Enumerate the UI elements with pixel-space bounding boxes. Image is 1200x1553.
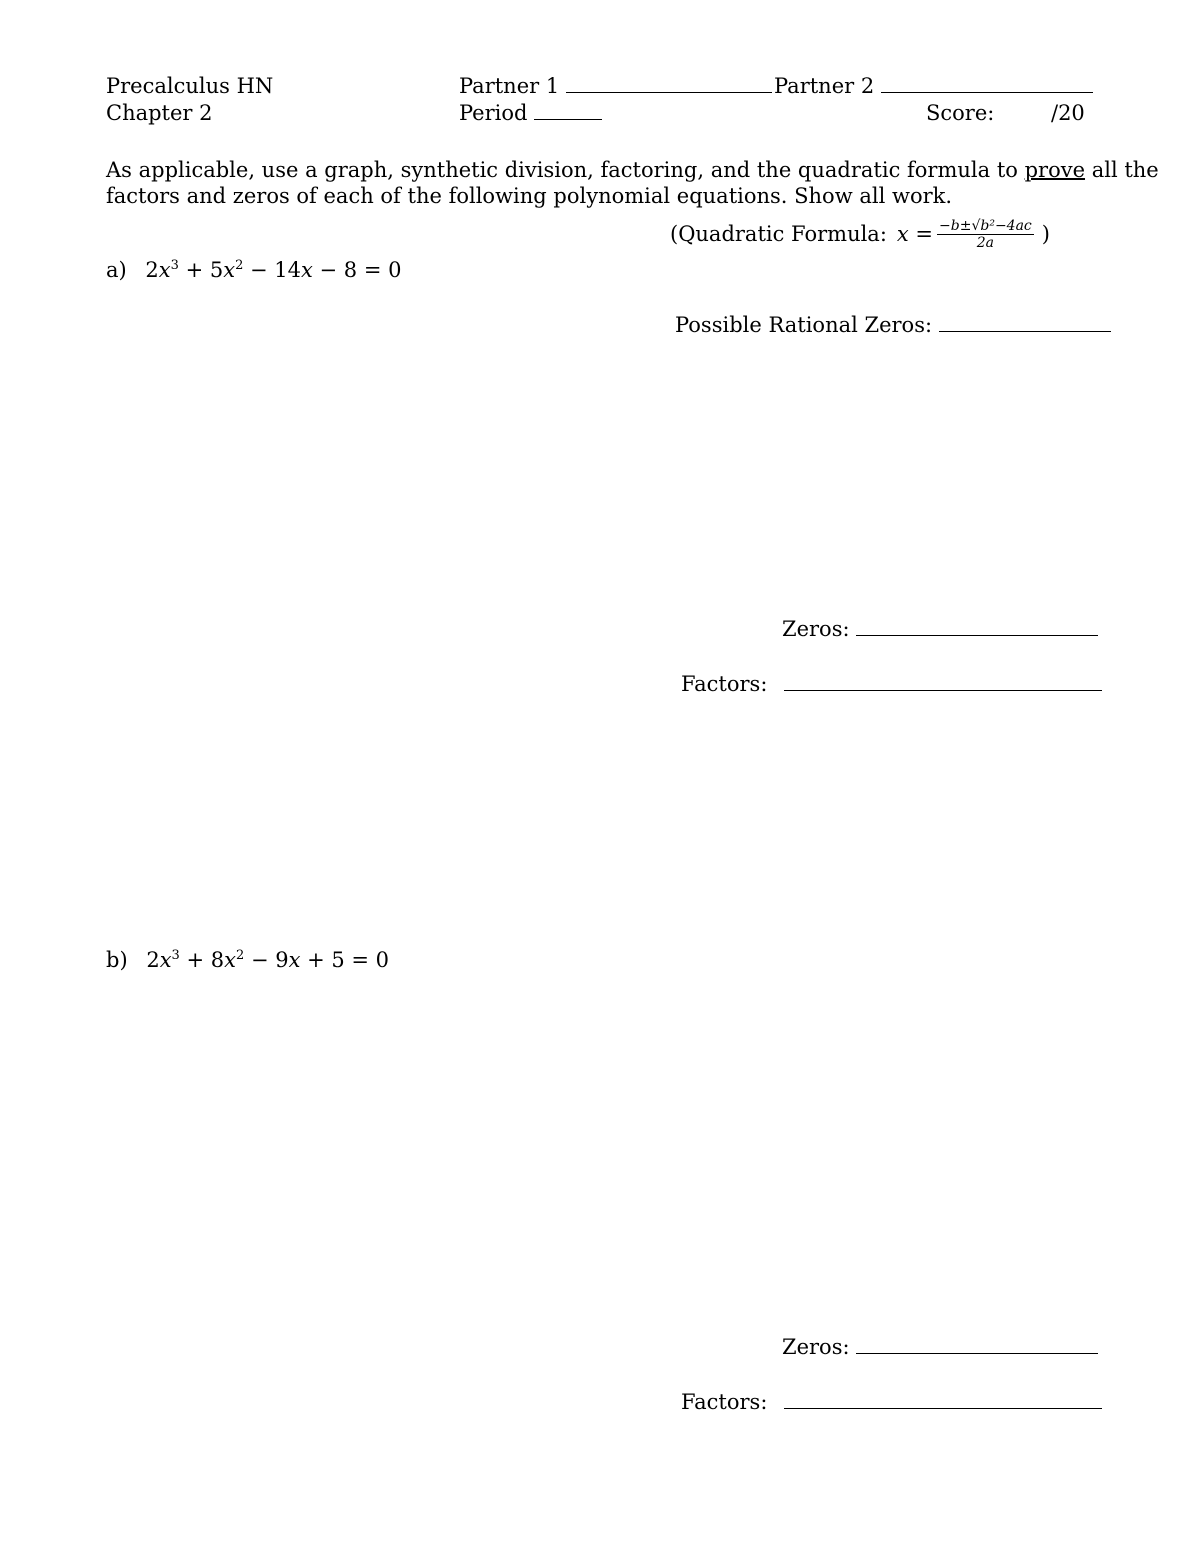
problem-a-factors-label: Factors: [681,672,768,696]
chapter-title: Chapter 2 [106,101,213,125]
problem-b-factors-row [681,1389,1102,1415]
possible-rational-zeros-label: Possible Rational Zeros: [675,313,933,337]
problem-a-equation: $2x^3 + 5x^2 - 14x - 8 = 0$ [145,258,402,282]
instructions-line-2: factors and zeros of each of the following polynomial equations. Show all work. [106,184,953,208]
problem-b-equation: $2x^3 + 8x^2 - 9x + 5 = 0$ [146,948,390,972]
instructions-emphasis: prove [1024,158,1086,182]
problem-a-factors-field[interactable] [784,672,1102,691]
score-total: /20 [1051,101,1085,125]
partner-1-field[interactable] [566,74,772,93]
partner-2-field[interactable] [881,74,1093,93]
partner-1-label: Partner 1 [459,74,560,98]
problem-b-factors-field[interactable] [784,1390,1102,1409]
quadratic-formula [670,214,1050,254]
problem-a-zeros-field[interactable] [856,617,1098,636]
problem-b-zeros-row [782,1334,1098,1360]
score-label: Score: [926,101,995,125]
problem-a-label: a) [106,258,127,282]
quadratic-formula-numerator: −b±√b²−4ac [939,217,1032,234]
quadratic-formula-close: ) [1041,222,1050,246]
partner-2-row [774,73,1093,99]
quadratic-formula-label: (Quadratic Formula: [670,222,887,246]
possible-rational-zeros-field[interactable] [939,313,1111,332]
problem-a-zeros-row [782,616,1098,642]
instructions-line-1 [106,157,1159,183]
course-title: Precalculus HN [106,74,274,98]
problem-a-factors-row [681,671,1102,697]
quadratic-formula-lhs: x = [896,222,934,246]
period-row [459,100,602,126]
problem-b-label: b) [106,948,128,972]
partner-2-label: Partner 2 [774,74,875,98]
problem-b [106,947,389,973]
quadratic-formula-denominator: 2a [976,234,995,251]
instructions-line-1-start: As applicable, use a graph, synthetic division, factoring, and the quadratic formula to [106,158,1018,182]
problem-a-zeros-label: Zeros: [782,617,850,641]
problem-a [106,257,401,283]
partner-1-row [459,73,772,99]
problem-b-zeros-field[interactable] [856,1335,1098,1354]
problem-b-zeros-label: Zeros: [782,1335,850,1359]
instructions-line-1-end: all the [1091,158,1159,182]
period-label: Period [459,101,528,125]
quadratic-formula-fraction [937,218,1034,251]
problem-b-factors-label: Factors: [681,1390,768,1414]
problem-a-rational-zeros-row [675,312,1111,338]
period-field[interactable] [534,101,602,120]
